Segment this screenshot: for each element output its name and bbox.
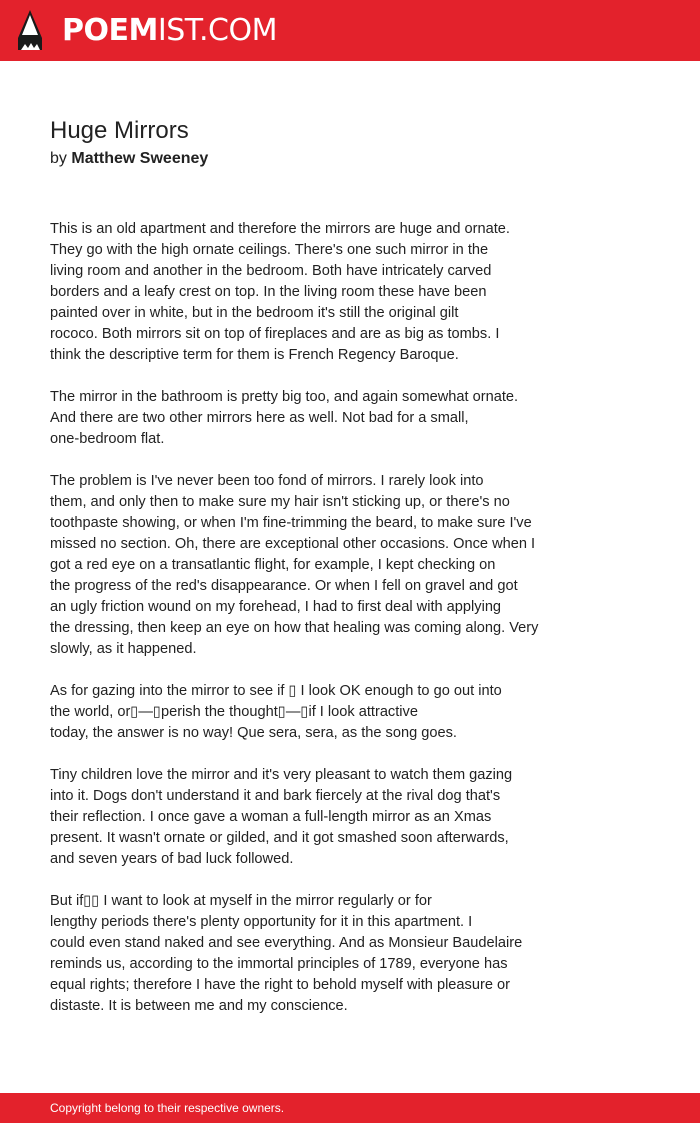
poem-line: reminds us, according to the immortal principles of 1789, everyone has [50,956,508,972]
poem-stanza [50,765,670,870]
poem-line: present. It wasn't ornate or gilded, and it got smashed soon afterwards, [50,830,509,846]
poem-line: As for gazing into the mirror to see if ▯ I look OK enough to go out into [50,683,502,699]
by-label: by [50,150,67,167]
poem-line: them, and only then to make sure my hair isn't sticking up, or there's no [50,494,510,510]
poem-line: toothpaste showing, or when I'm fine-trimming the beard, to make sure I've [50,515,532,531]
poem-line: The mirror in the bathroom is pretty big too, and again somewhat ornate. [50,389,519,405]
poem-title: Huge Mirrors [50,117,189,144]
poem-line: The problem is I've never been too fond of mirrors. I rarely look into [50,473,484,489]
site-logo[interactable] [62,11,277,51]
poem-stanza [50,891,670,1017]
poem-stanza [50,681,670,744]
logo-text-light: IST.COM [157,13,277,48]
poem-stanza [50,219,670,366]
pencil-icon [17,9,43,51]
poem-line: the progress of the red's disappearance. Or when I fell on gravel and got [50,578,518,594]
poem-line: This is an old apartment and therefore the mirrors are huge and ornate. [50,221,510,237]
poem-line: distaste. It is between me and my conscience. [50,998,348,1014]
poem-line: living room and another in the bedroom. Both have intricately carved [50,263,492,279]
poem-line: missed no section. Oh, there are exceptional other occasions. Once when I [50,536,536,552]
poem-line: lengthy periods there's plenty opportunity for it in this apartment. I [50,914,473,930]
poem-line: got a red eye on a transatlantic flight, for example, I kept checking on [50,557,496,573]
poem-line: their reflection. I once gave a woman a full-length mirror as an Xmas [50,809,492,825]
poem-line: the world, or▯—▯perish the thought▯—▯if I look attractive [50,704,418,720]
poem-line: But if▯▯ I want to look at myself in the mirror regularly or for [50,893,432,909]
poem-line: into it. Dogs don't understand it and bark fiercely at the rival dog that's [50,788,501,804]
poem-line: They go with the high ornate ceilings. There's one such mirror in the [50,242,489,258]
poem-stanza [50,387,670,450]
poem-line: and seven years of bad luck followed. [50,851,294,867]
logo-text-bold: POEM [62,13,158,48]
poem-line: could even stand naked and see everything. And as Monsieur Baudelaire [50,935,523,951]
poem-line: today, the answer is no way! Que sera, sera, as the song goes. [50,725,457,741]
poem-body [50,219,670,1038]
poem-author: Matthew Sweeney [71,150,209,167]
poem-line: And there are two other mirrors here as well. Not bad for a small, [50,410,469,426]
site-footer [0,1093,700,1123]
poem-line: one-bedroom flat. [50,431,165,447]
poem-line: an ugly friction wound on my forehead, I had to first deal with applying [50,599,502,615]
poem-stanza [50,471,670,660]
poem-line: borders and a leafy crest on top. In the living room these have been [50,284,487,300]
site-header [0,0,700,61]
copyright-notice: Copyright belong to their respective owners. [50,1101,285,1115]
poem-line: the dressing, then keep an eye on how that healing was coming along. Very [50,620,539,636]
poem-line: slowly, as it happened. [50,641,197,657]
byline [50,148,208,170]
poem-line: painted over in white, but in the bedroom it's still the original gilt [50,305,459,321]
poem-line: rococo. Both mirrors sit on top of fireplaces and are as big as tombs. I [50,326,500,342]
poem-line: think the descriptive term for them is French Regency Baroque. [50,347,459,363]
poem-line: equal rights; therefore I have the right to behold myself with pleasure or [50,977,510,993]
poem-line: Tiny children love the mirror and it's very pleasant to watch them gazing [50,767,513,783]
